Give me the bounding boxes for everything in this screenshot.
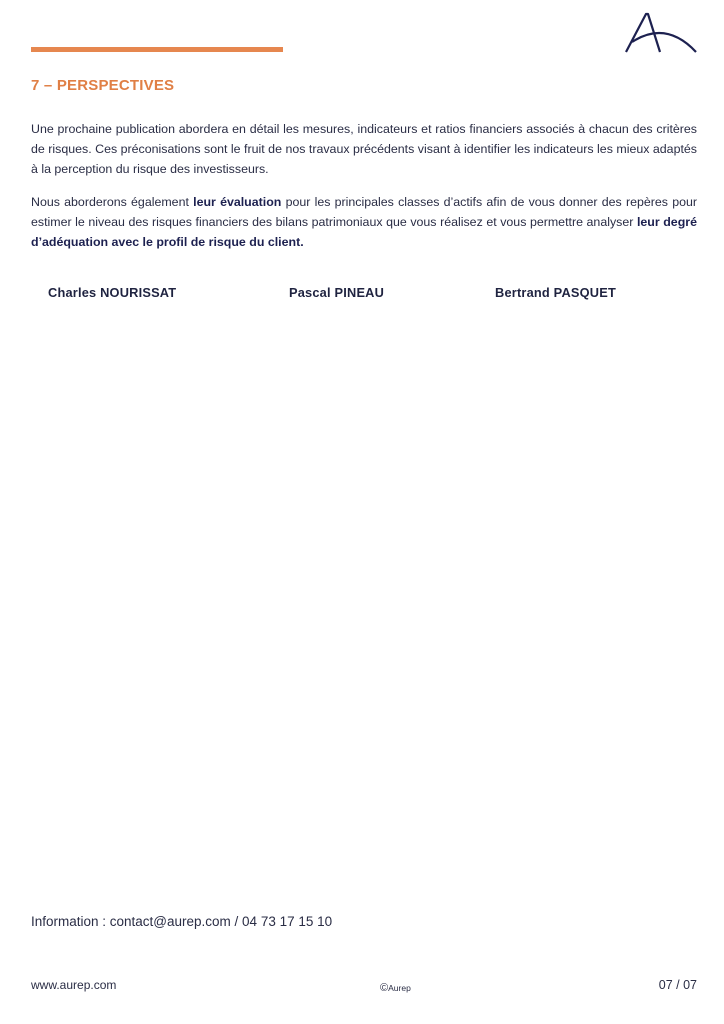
bold-evaluation: leur évaluation <box>193 195 282 209</box>
paragraph-evaluation <box>31 192 697 252</box>
signature-author: Pascal PINEAU <box>289 285 385 300</box>
copyright-text: Aurep <box>388 983 411 993</box>
page-number: 07 / 07 <box>658 978 697 992</box>
section-title: 7 – PERSPECTIVES <box>31 77 175 94</box>
contact-information: Information : contact@aurep.com / 04 73 17 15 10 <box>31 914 333 929</box>
paragraph-text: pour les principales classes d’actifs afin de vous donner des repères pour estimer le niveau des risques financiers des bilans patrimoniaux que vous réalisez et vous permettre analyser <box>31 195 697 229</box>
signature-author: Charles NOURISSAT <box>48 285 177 300</box>
footer-website-link[interactable]: www.aurep.com <box>31 978 117 992</box>
header-accent-bar <box>31 47 283 52</box>
copyright-icon: © <box>380 982 389 994</box>
bold-adequation: leur degré d’adéquation avec le profil de risque du client. <box>31 215 697 249</box>
paragraph-text: Nous aborderons également <box>31 195 194 209</box>
aurep-logo <box>622 12 698 56</box>
signature-author: Bertrand PASQUET <box>495 285 616 300</box>
paragraph-publication: Une prochaine publication abordera en détail les mesures, indicateurs et ratios financiers associés à chacun des critères de risques. Ces préconisations sont le fruit de nos travaux précédents visant à identifier les indicateurs les mieux adaptés à la perception du risque des investisseurs. <box>31 122 697 176</box>
footer-copyright <box>380 982 411 994</box>
